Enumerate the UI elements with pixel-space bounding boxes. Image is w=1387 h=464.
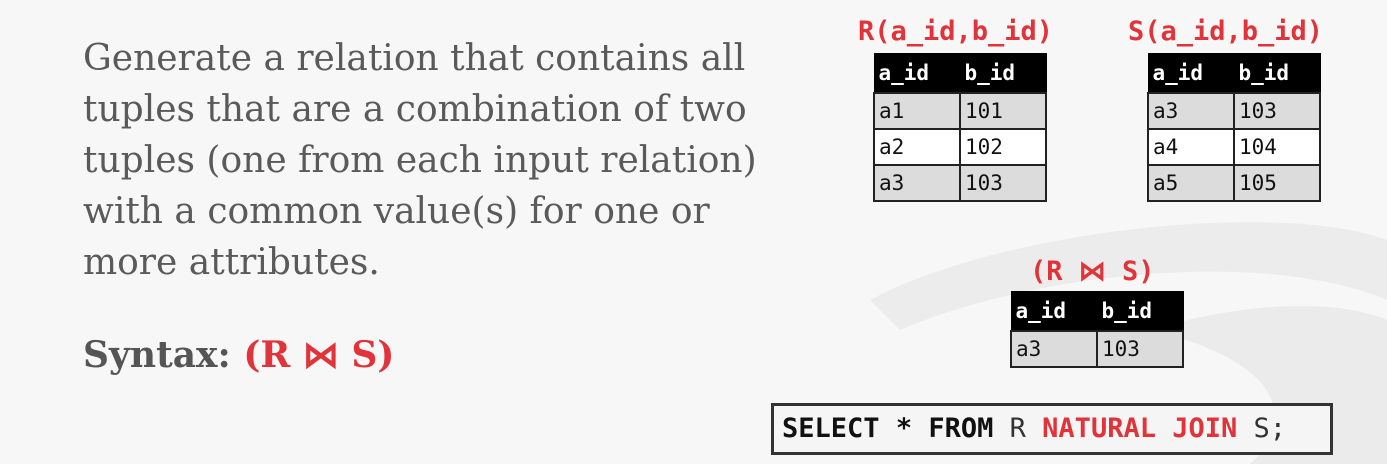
table-cell: 102	[960, 129, 1046, 165]
sql-query-box	[771, 403, 1333, 455]
table-cell: 103	[1097, 331, 1183, 367]
relation-r-title: R(a_id,b_id)	[858, 16, 1054, 47]
table-cell: a3	[1148, 93, 1234, 129]
table-row	[1148, 165, 1320, 201]
syntax-line	[83, 334, 394, 376]
sql-relation-s: S;	[1253, 413, 1287, 444]
result-title: (R ⋈ S)	[1030, 256, 1155, 287]
sql-relation-r: R	[1009, 413, 1026, 444]
column-header: a_id	[874, 54, 960, 94]
column-header: a_id	[1148, 54, 1234, 94]
sql-from: FROM	[928, 413, 994, 444]
column-header: b_id	[1097, 292, 1183, 332]
relation-s-title: S(a_id,b_id)	[1128, 16, 1324, 47]
column-header: b_id	[1234, 54, 1320, 94]
table-header-row	[1148, 54, 1320, 94]
sql-natural: NATURAL	[1042, 413, 1156, 444]
relation-r-table	[873, 53, 1047, 202]
table-row	[1011, 331, 1183, 367]
syntax-label: Syntax:	[83, 334, 231, 376]
syntax-expression: (R ⋈ S)	[243, 334, 395, 376]
relation-s-table	[1147, 53, 1321, 202]
column-header: a_id	[1011, 292, 1097, 332]
table-row	[874, 93, 1046, 129]
table-cell: 103	[1234, 93, 1320, 129]
table-row	[1148, 129, 1320, 165]
table-cell: a1	[874, 93, 960, 129]
sql-join: JOIN	[1172, 413, 1238, 444]
table-cell: a4	[1148, 129, 1234, 165]
table-cell: a3	[1011, 331, 1097, 367]
table-cell: a3	[874, 165, 960, 201]
definition-text: Generate a relation that contains all tuples that are a combination of two tuples (one from each input relation) with a common value(s) for one or more attributes.	[83, 38, 757, 283]
table-header-row	[874, 54, 1046, 94]
result-table	[1010, 291, 1184, 368]
column-header: b_id	[960, 54, 1046, 94]
table-cell: 104	[1234, 129, 1320, 165]
sql-select: SELECT	[782, 413, 880, 444]
sql-star: *	[895, 413, 913, 444]
table-header-row	[1011, 292, 1183, 332]
table-cell: a2	[874, 129, 960, 165]
table-cell: 105	[1234, 165, 1320, 201]
table-cell: 103	[960, 165, 1046, 201]
table-cell: 101	[960, 93, 1046, 129]
table-row	[1148, 93, 1320, 129]
table-cell: a5	[1148, 165, 1234, 201]
table-row	[874, 165, 1046, 201]
table-row	[874, 129, 1046, 165]
